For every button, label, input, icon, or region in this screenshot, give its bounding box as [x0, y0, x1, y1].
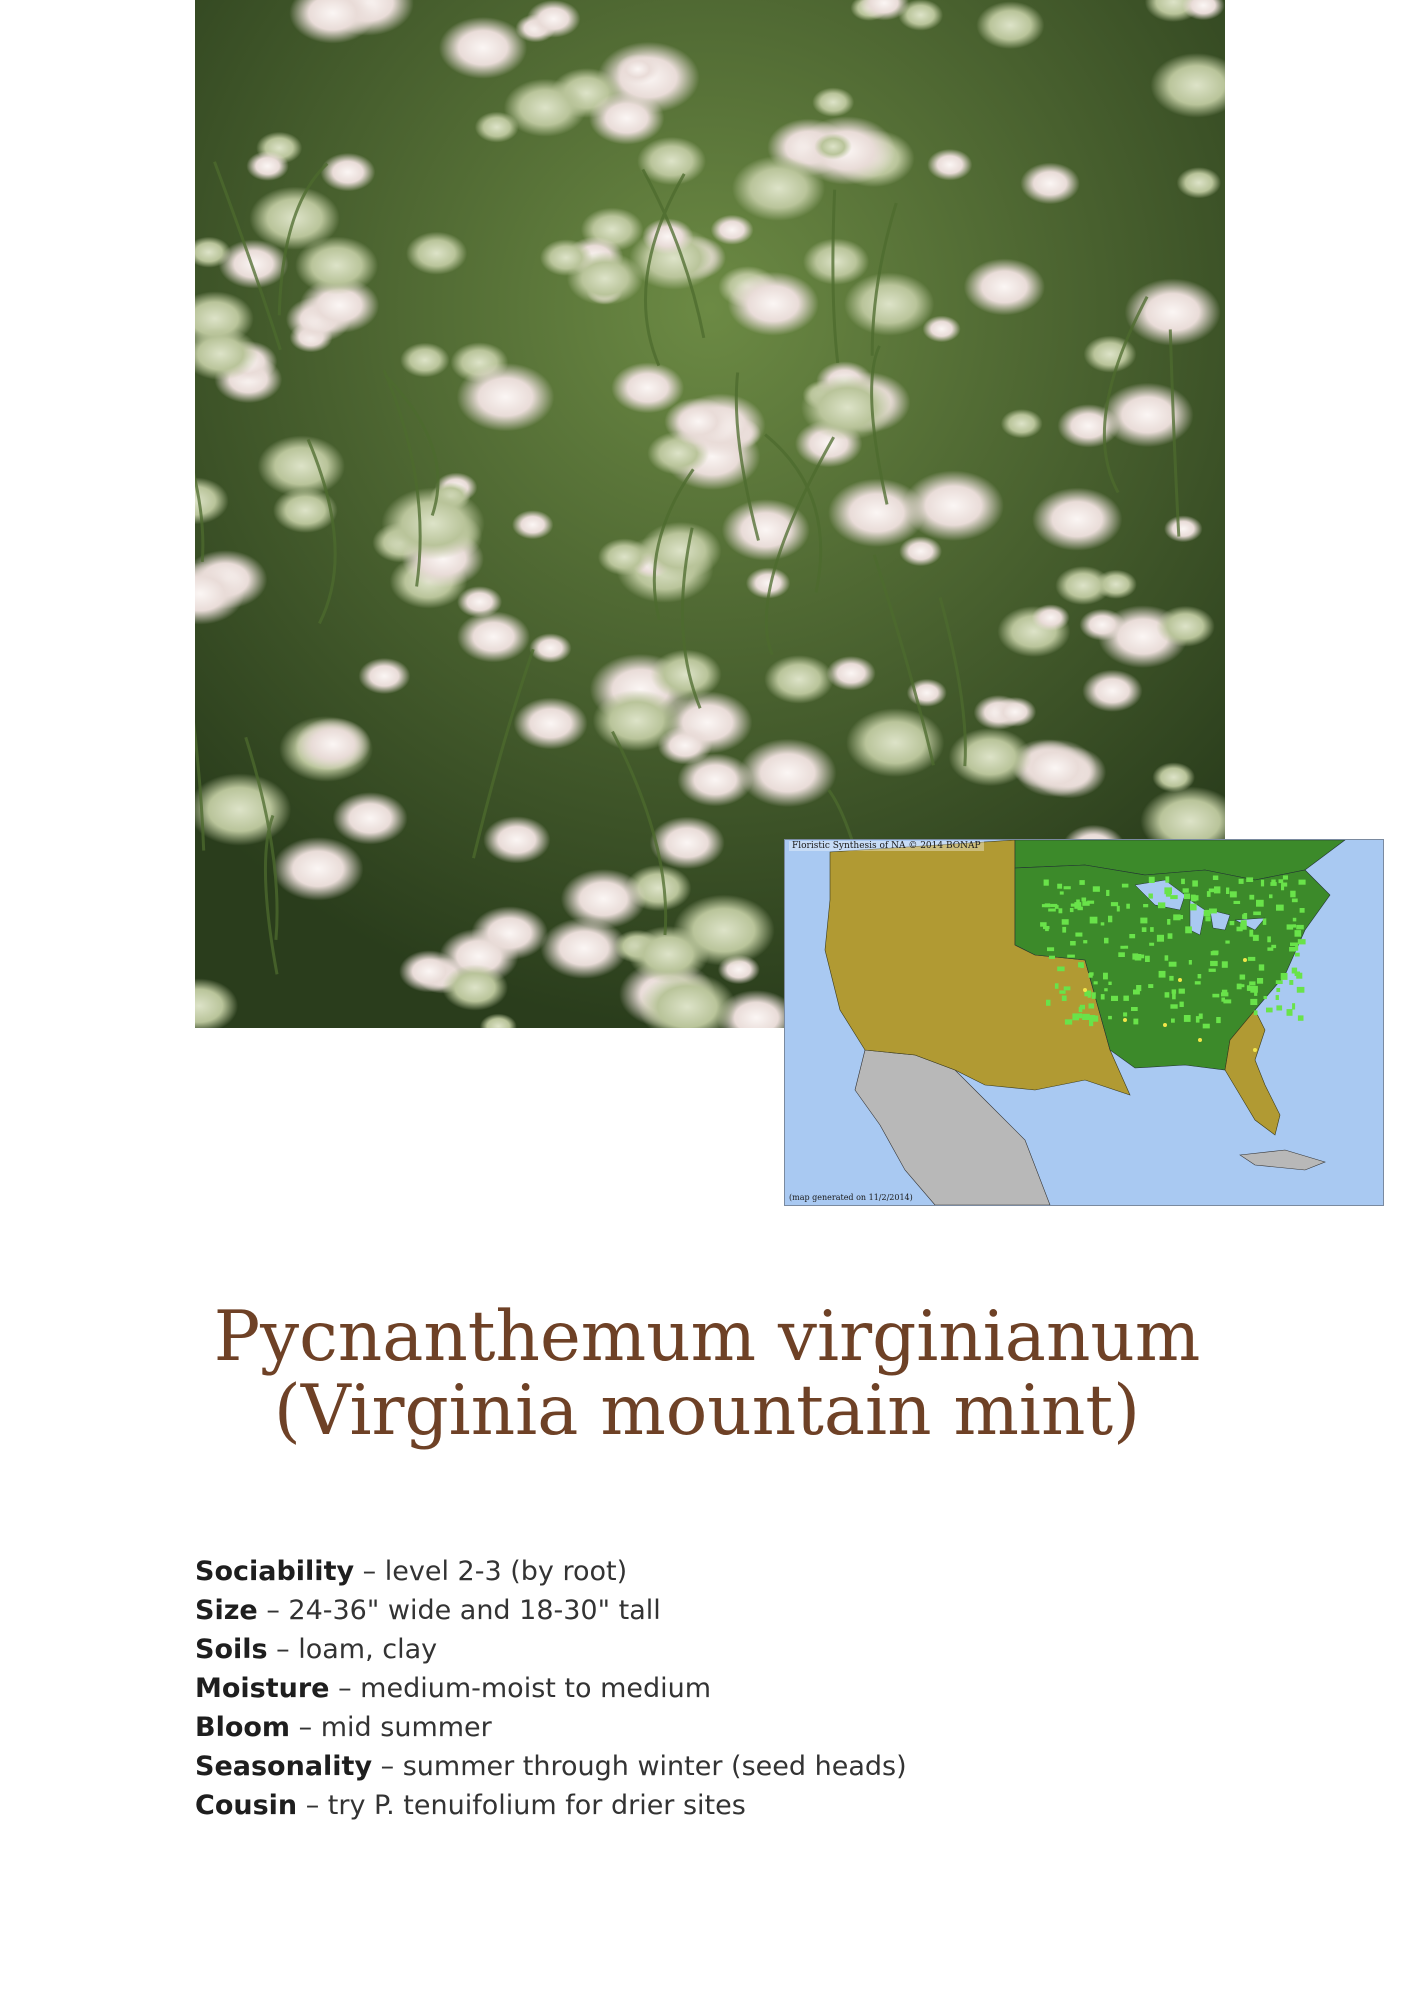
- county-present: [1126, 904, 1130, 909]
- flower-cluster: [333, 792, 408, 844]
- flower-cluster: [529, 633, 571, 663]
- county-present: [1225, 941, 1229, 944]
- county-present: [1059, 990, 1065, 993]
- flower-cluster: [589, 92, 664, 145]
- county-present: [1064, 886, 1071, 889]
- county-present: [1287, 924, 1294, 929]
- county-present: [1165, 955, 1169, 960]
- flower-cluster: [739, 739, 837, 807]
- county-present: [1089, 973, 1093, 978]
- county-present: [1248, 986, 1253, 991]
- county-present: [1149, 943, 1154, 946]
- county-present: [1047, 947, 1054, 951]
- rare-county-point: [1243, 958, 1247, 962]
- county-present: [1045, 926, 1049, 931]
- county-present: [1080, 965, 1084, 968]
- county-present: [1295, 972, 1300, 977]
- county-present: [1090, 917, 1098, 924]
- county-present: [1159, 971, 1166, 978]
- county-present: [1189, 960, 1192, 965]
- flower-cluster: [658, 726, 713, 764]
- county-present: [1213, 876, 1218, 881]
- county-present: [1079, 1007, 1083, 1012]
- flower-cluster: [567, 252, 643, 305]
- flower-cluster: [949, 728, 1032, 786]
- county-present: [1292, 899, 1298, 903]
- fact-label: Moisture: [195, 1673, 330, 1704]
- county-present: [1062, 927, 1066, 933]
- fact-bloom: [195, 1708, 1295, 1747]
- county-present: [1249, 930, 1253, 937]
- county-present: [1083, 940, 1087, 943]
- county-present: [1143, 904, 1148, 907]
- county-present: [1064, 986, 1071, 990]
- rare-county-point: [1198, 1038, 1202, 1042]
- flower-cluster: [1032, 604, 1070, 631]
- county-present: [1040, 922, 1047, 927]
- flower-cluster: [640, 522, 722, 579]
- county-present: [1254, 992, 1257, 996]
- fact-label: Soils: [195, 1634, 268, 1665]
- flower-cluster: [1177, 167, 1221, 198]
- county-present: [1263, 918, 1267, 925]
- flower-cluster: [382, 487, 485, 559]
- county-present: [1167, 919, 1170, 925]
- county-present: [1108, 916, 1112, 923]
- county-present: [1221, 998, 1225, 1002]
- county-present: [1297, 987, 1305, 993]
- county-present: [1062, 919, 1069, 925]
- county-present: [1267, 947, 1273, 950]
- county-present: [1135, 954, 1142, 961]
- county-present: [1108, 982, 1111, 985]
- county-present: [1094, 981, 1098, 984]
- fact-sociability: [195, 1552, 1295, 1591]
- fact-cousin: [195, 1786, 1295, 1825]
- flower-cluster: [598, 538, 651, 575]
- county-present: [1044, 880, 1049, 886]
- county-present: [1184, 1015, 1191, 1022]
- county-present: [1060, 891, 1064, 894]
- county-present: [1065, 1019, 1072, 1024]
- county-present: [1104, 988, 1108, 991]
- plant-title: [0, 1297, 1414, 1451]
- county-present: [1276, 995, 1279, 1000]
- county-present: [1254, 1010, 1258, 1015]
- county-present: [1136, 985, 1141, 991]
- county-present: [1125, 946, 1129, 949]
- flower-cluster: [1152, 762, 1195, 792]
- county-present: [1276, 1005, 1282, 1010]
- fact-value: – 24-36" wide and 18-30" tall: [257, 1595, 661, 1626]
- rare-county-point: [1163, 1023, 1167, 1027]
- county-present: [1179, 989, 1185, 994]
- county-present: [1133, 1019, 1138, 1025]
- county-present: [1149, 894, 1153, 899]
- county-present: [1295, 930, 1302, 937]
- county-present: [1264, 996, 1267, 999]
- county-present: [1222, 961, 1228, 968]
- county-present: [1259, 964, 1264, 970]
- county-present: [1118, 952, 1125, 957]
- county-present: [1298, 1015, 1304, 1020]
- county-present: [1269, 894, 1273, 898]
- county-present: [1249, 981, 1255, 985]
- county-present: [1150, 927, 1154, 932]
- flower-cluster: [1001, 409, 1043, 438]
- flower-cluster: [400, 343, 449, 378]
- county-present: [1192, 880, 1198, 886]
- flower-cluster: [1020, 163, 1079, 205]
- county-present: [1209, 969, 1216, 972]
- county-present: [1300, 908, 1305, 913]
- flower-cluster: [801, 375, 894, 440]
- flower-cluster: [561, 869, 646, 929]
- flower-cluster: [295, 237, 378, 295]
- flower-cluster: [295, 718, 371, 771]
- county-present: [1221, 992, 1228, 996]
- rare-county-point: [1083, 988, 1087, 992]
- county-present: [1129, 934, 1135, 938]
- county-present: [1195, 981, 1201, 984]
- flower-cluster: [406, 232, 467, 275]
- county-present: [1079, 1013, 1082, 1018]
- county-present: [1106, 890, 1109, 896]
- flower-cluster: [321, 153, 376, 191]
- county-present: [1198, 974, 1202, 978]
- county-present: [1230, 891, 1237, 897]
- county-present: [1093, 886, 1100, 892]
- county-present: [1281, 883, 1287, 887]
- flower-cluster: [442, 964, 508, 1010]
- county-present: [1248, 957, 1255, 961]
- county-present: [1298, 939, 1306, 944]
- county-present: [1205, 916, 1210, 921]
- county-present: [1185, 926, 1192, 933]
- county-present: [1226, 888, 1229, 895]
- north-america-range-map: [785, 840, 1383, 1205]
- county-present: [1178, 915, 1183, 919]
- county-present: [1042, 904, 1045, 907]
- county-present: [1292, 1003, 1295, 1009]
- county-present: [1249, 895, 1254, 900]
- county-present: [1082, 1014, 1090, 1020]
- fact-soils: [195, 1630, 1295, 1669]
- flower-cluster: [527, 0, 581, 38]
- county-present: [1271, 880, 1275, 885]
- county-present: [1287, 1009, 1293, 1016]
- county-present: [1072, 1013, 1079, 1020]
- flower-cluster: [1156, 606, 1215, 647]
- county-present: [1190, 904, 1197, 911]
- county-present: [1240, 923, 1247, 929]
- county-present: [1149, 877, 1155, 883]
- county-present: [1157, 935, 1164, 942]
- map-header: Floristic Synthesis of NA © 2014 BONAP: [789, 841, 984, 851]
- fact-label: Size: [195, 1595, 258, 1626]
- flower-cluster: [812, 88, 854, 117]
- county-present: [1214, 886, 1220, 893]
- county-present: [1070, 941, 1076, 946]
- county-present: [1180, 1002, 1184, 1007]
- county-present: [1246, 877, 1253, 882]
- flower-cluster: [512, 510, 553, 539]
- flower-cluster: [616, 54, 659, 84]
- flower-cluster: [273, 837, 364, 901]
- county-present: [1256, 900, 1264, 907]
- flower-cluster: [1080, 609, 1126, 641]
- county-present: [1089, 1003, 1095, 1008]
- county-present: [1049, 956, 1055, 959]
- county-present: [1117, 906, 1120, 912]
- county-present: [1108, 1016, 1112, 1019]
- county-present: [1104, 938, 1109, 944]
- county-present: [1230, 921, 1235, 925]
- rare-county-point: [1253, 1048, 1257, 1052]
- county-present: [1145, 956, 1150, 962]
- flower-cluster: [664, 398, 732, 446]
- fact-value: – medium-moist to medium: [329, 1673, 712, 1704]
- fact-value: – level 2-3 (by root): [354, 1556, 628, 1587]
- county-present: [1169, 976, 1173, 981]
- county-present: [1048, 909, 1056, 912]
- fact-moisture: [195, 1669, 1295, 1708]
- county-present: [1082, 898, 1087, 902]
- county-present: [1123, 1012, 1127, 1016]
- county-present: [1050, 904, 1057, 907]
- county-present: [1142, 927, 1147, 932]
- flower-cluster: [994, 697, 1037, 727]
- county-present: [1089, 1015, 1096, 1020]
- county-present: [1148, 984, 1153, 988]
- county-present: [1191, 895, 1196, 899]
- county-present: [1210, 961, 1218, 966]
- county-present: [1237, 984, 1242, 990]
- flower-cluster: [483, 816, 550, 863]
- map-footer: (map generated on 11/2/2014): [789, 1193, 913, 1202]
- county-present: [1295, 953, 1300, 957]
- county-present: [1103, 973, 1108, 980]
- county-present: [1234, 901, 1241, 904]
- rare-county-point: [1123, 1018, 1127, 1022]
- county-present: [1059, 908, 1063, 913]
- fact-label: Sociability: [195, 1556, 355, 1587]
- county-present: [1170, 895, 1178, 899]
- flower-cluster: [814, 133, 852, 159]
- county-present: [1082, 901, 1089, 906]
- county-present: [1092, 992, 1096, 999]
- county-present: [1165, 876, 1169, 882]
- county-present: [1289, 947, 1296, 952]
- county-present: [1293, 918, 1297, 922]
- flower-cluster: [927, 149, 972, 181]
- county-present: [1283, 875, 1288, 879]
- county-present: [1196, 1016, 1200, 1023]
- fact-value: – summer through winter (seed heads): [372, 1751, 907, 1782]
- county-present: [1171, 1019, 1175, 1023]
- distribution-map: [785, 840, 1383, 1205]
- flower-cluster: [439, 17, 527, 79]
- county-present: [1184, 894, 1190, 900]
- county-present: [1057, 884, 1062, 889]
- county-present: [1212, 994, 1219, 998]
- county-present: [1250, 999, 1257, 1005]
- flower-cluster: [976, 1, 1044, 49]
- flower-cluster: [1084, 336, 1137, 373]
- fact-label: Cousin: [195, 1790, 298, 1821]
- county-present: [1165, 992, 1170, 997]
- flower-cluster: [1032, 488, 1122, 551]
- county-present: [1046, 1000, 1051, 1006]
- flower-cluster: [899, 536, 942, 566]
- county-present: [1299, 880, 1306, 885]
- county-present: [1122, 884, 1129, 888]
- county-present: [1168, 933, 1173, 939]
- county-present: [1242, 914, 1246, 919]
- plant-common-name: (Virginia mountain mint): [273, 1371, 1141, 1451]
- county-present: [1111, 996, 1118, 1001]
- county-present: [1062, 996, 1067, 1002]
- county-present: [1111, 902, 1118, 906]
- fact-size: [195, 1591, 1295, 1630]
- flower-cluster: [359, 658, 411, 694]
- flower-cluster: [964, 259, 1045, 316]
- county-present: [1120, 946, 1124, 949]
- rare-county-point: [1178, 978, 1182, 982]
- county-present: [1055, 983, 1059, 989]
- county-present: [1216, 1017, 1221, 1023]
- flower-cluster: [827, 656, 876, 690]
- county-present: [1101, 922, 1105, 925]
- flower-cluster: [475, 112, 519, 143]
- county-present: [1257, 978, 1263, 984]
- fact-seasonality: [195, 1747, 1295, 1786]
- flower-cluster: [457, 363, 555, 431]
- county-present: [1070, 908, 1074, 912]
- flower-cluster: [764, 655, 833, 704]
- county-present: [1253, 912, 1261, 916]
- county-present: [1079, 880, 1084, 885]
- flower-cluster: [728, 272, 819, 336]
- county-present: [1290, 891, 1295, 898]
- county-present: [1281, 973, 1288, 980]
- county-present: [1276, 905, 1284, 911]
- county-present: [1261, 880, 1264, 887]
- county-present: [1266, 1008, 1273, 1013]
- flower-cluster: [844, 273, 934, 336]
- fact-value: – loam, clay: [267, 1634, 438, 1665]
- flower-cluster: [1164, 515, 1202, 542]
- flower-cluster: [1102, 383, 1194, 447]
- county-present: [1296, 925, 1304, 930]
- county-present: [1289, 980, 1293, 985]
- county-present: [1203, 1024, 1210, 1029]
- flower-cluster: [246, 151, 288, 181]
- flower-cluster: [1082, 670, 1142, 712]
- flower-cluster: [732, 156, 825, 221]
- plant-facts-list: [195, 1552, 1295, 1825]
- county-present: [1131, 1007, 1138, 1011]
- county-present: [1164, 887, 1172, 894]
- plant-scientific-name: Pycnanthemum virginianum: [213, 1297, 1201, 1377]
- county-present: [1078, 907, 1083, 911]
- fact-label: Bloom: [195, 1712, 291, 1743]
- fact-label: Seasonality: [195, 1751, 373, 1782]
- county-present: [1057, 967, 1064, 972]
- county-present: [1240, 975, 1246, 980]
- county-present: [1253, 935, 1259, 941]
- county-present: [1183, 888, 1189, 892]
- county-present: [1067, 955, 1075, 958]
- county-present: [1123, 996, 1129, 1001]
- county-present: [1076, 900, 1080, 905]
- flower-cluster: [903, 470, 1004, 541]
- flower-cluster: [514, 698, 588, 750]
- county-present: [1045, 903, 1051, 907]
- county-present: [1276, 980, 1283, 984]
- county-present: [1209, 889, 1214, 893]
- county-present: [1204, 910, 1211, 914]
- county-present: [1293, 924, 1296, 927]
- county-present: [1290, 943, 1298, 947]
- county-present: [1170, 1004, 1177, 1008]
- county-present: [1181, 879, 1185, 884]
- county-present: [1101, 994, 1105, 999]
- county-present: [1169, 962, 1177, 967]
- fact-value: – try P. tenuifolium for drier sites: [297, 1790, 746, 1821]
- flower-cluster: [457, 611, 530, 662]
- flower-cluster: [803, 238, 869, 284]
- county-present: [1140, 918, 1147, 924]
- county-present: [1267, 936, 1271, 942]
- county-present: [1158, 902, 1165, 908]
- county-present: [1239, 879, 1244, 884]
- fact-value: – mid summer: [290, 1712, 492, 1743]
- county-present: [1276, 988, 1280, 992]
- county-present: [1172, 989, 1177, 993]
- flower-cluster: [711, 215, 754, 245]
- county-present: [1212, 951, 1218, 955]
- flower-cluster: [258, 436, 345, 497]
- county-present: [1088, 993, 1091, 998]
- flower-cluster: [628, 926, 709, 983]
- county-present: [1075, 933, 1082, 937]
- flower-cluster: [1055, 566, 1111, 605]
